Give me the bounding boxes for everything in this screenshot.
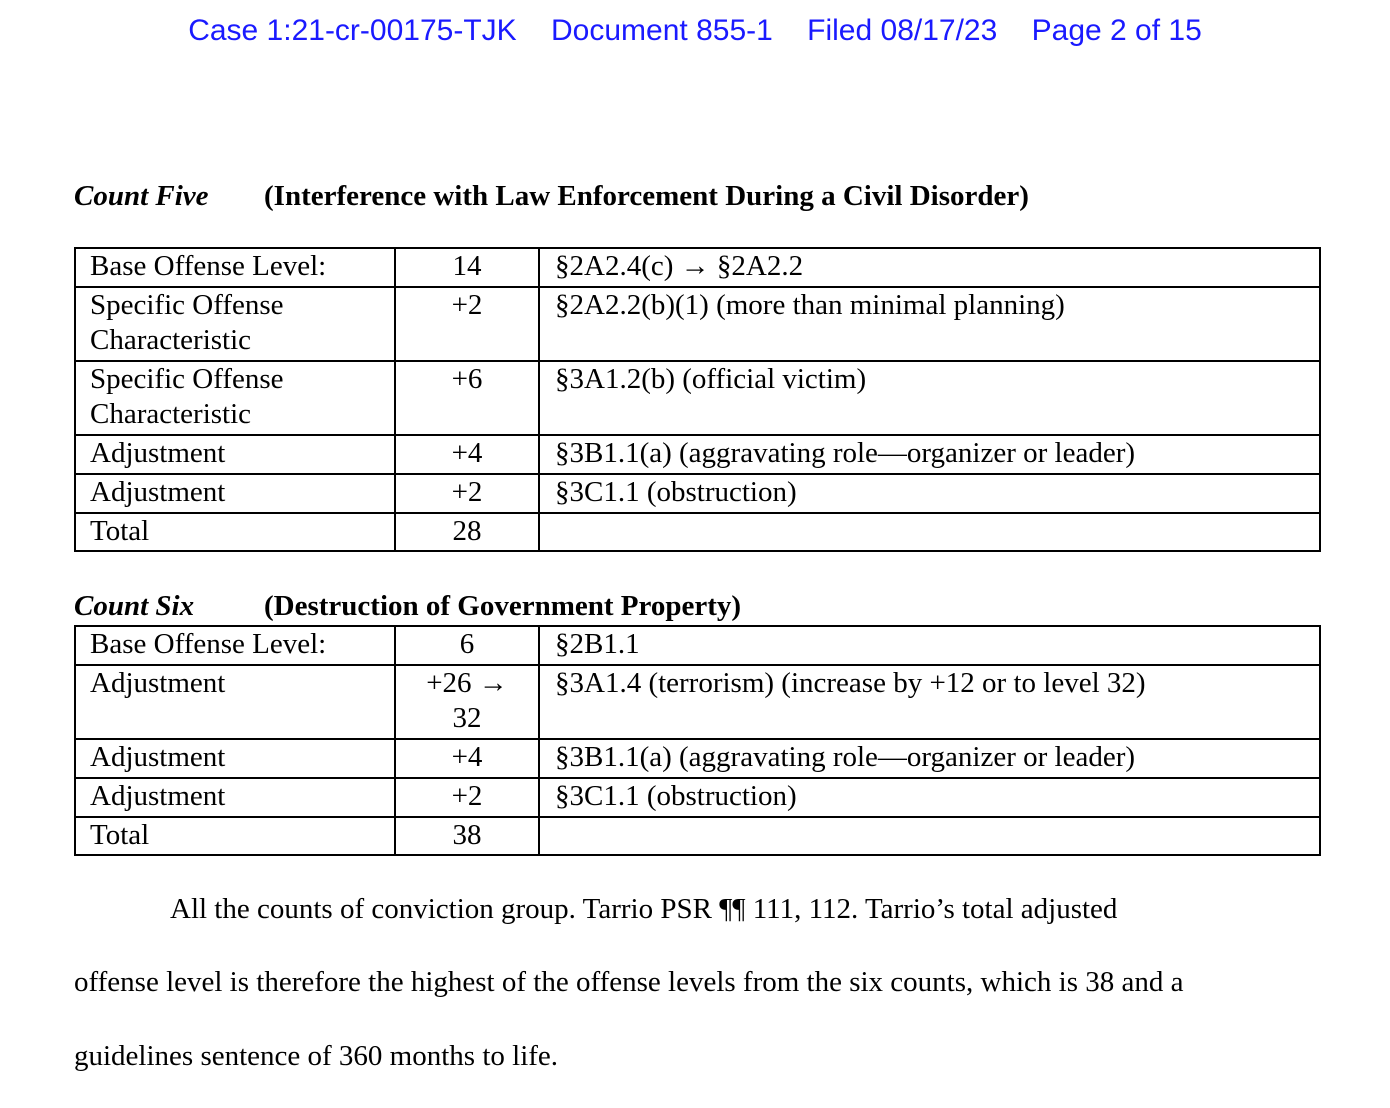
count-six-heading — [74, 590, 742, 623]
row-value: +4 — [395, 435, 539, 474]
row-label: Specific Offense Characteristic — [75, 287, 395, 361]
row-value: 28 — [395, 513, 539, 551]
count-five-heading — [74, 180, 1029, 213]
row-reference: §3B1.1(a) (aggravating role—organizer or leader) — [539, 739, 1320, 778]
count-six-description: (Destruction of Government Property) — [264, 590, 742, 622]
row-reference: §3A1.4 (terrorism) (increase by +12 or to level 32) — [539, 665, 1320, 739]
row-value: +6 — [395, 361, 539, 435]
row-label: Total — [75, 817, 395, 855]
row-label: Total — [75, 513, 395, 551]
filed-date: Filed 08/17/23 — [807, 14, 998, 47]
table-row — [75, 665, 1320, 739]
paragraph-line-3: guidelines sentence of 360 months to life. — [74, 1040, 559, 1072]
page-number: Page 2 of 15 — [1031, 14, 1202, 47]
row-label: Adjustment — [75, 739, 395, 778]
table-row — [75, 778, 1320, 817]
table-row — [75, 435, 1320, 474]
count-five-description: (Interference with Law Enforcement During a Civil Disorder) — [264, 180, 1029, 212]
paragraph-line-2: offense level is therefore the highest of the offense levels from the six counts, which is 38 and a — [74, 966, 1184, 998]
row-reference: §3B1.1(a) (aggravating role—organizer or leader) — [539, 435, 1320, 474]
table-row — [75, 287, 1320, 361]
row-reference: §3C1.1 (obstruction) — [539, 474, 1320, 513]
row-value: +2 — [395, 778, 539, 817]
case-header — [0, 14, 1390, 48]
row-reference: §3A1.2(b) (official victim) — [539, 361, 1320, 435]
row-value: 38 — [395, 817, 539, 855]
row-value: 6 — [395, 626, 539, 665]
count-six-label: Count Six — [74, 590, 195, 622]
table-row — [75, 626, 1320, 665]
table-row — [75, 248, 1320, 287]
case-number: Case 1:21-cr-00175-TJK — [188, 14, 517, 47]
count-six-table — [74, 625, 1321, 856]
table-row — [75, 474, 1320, 513]
row-label: Adjustment — [75, 435, 395, 474]
row-label: Base Offense Level: — [75, 248, 395, 287]
row-reference: §3C1.1 (obstruction) — [539, 778, 1320, 817]
row-value: +4 — [395, 739, 539, 778]
document-number: Document 855-1 — [551, 14, 773, 47]
count-five-table — [74, 247, 1321, 552]
row-value: +2 — [395, 474, 539, 513]
table-row — [75, 361, 1320, 435]
row-label: Base Offense Level: — [75, 626, 395, 665]
row-reference — [539, 817, 1320, 855]
row-label: Specific Offense Characteristic — [75, 361, 395, 435]
row-value: +2 — [395, 287, 539, 361]
count-five-label: Count Five — [74, 180, 209, 212]
row-label: Adjustment — [75, 474, 395, 513]
row-value: +26 → 32 — [395, 665, 539, 739]
row-label: Adjustment — [75, 778, 395, 817]
paragraph-line-1: All the counts of conviction group. Tarrio PSR ¶¶ 111, 112. Tarrio’s total adjusted — [170, 893, 1118, 925]
row-reference — [539, 513, 1320, 551]
row-reference: §2A2.2(b)(1) (more than minimal planning) — [539, 287, 1320, 361]
row-reference: §2B1.1 — [539, 626, 1320, 665]
table-row — [75, 739, 1320, 778]
table-row — [75, 817, 1320, 855]
row-reference: §2A2.4(c) → §2A2.2 — [539, 248, 1320, 287]
row-value: 14 — [395, 248, 539, 287]
table-row — [75, 513, 1320, 551]
row-label: Adjustment — [75, 665, 395, 739]
